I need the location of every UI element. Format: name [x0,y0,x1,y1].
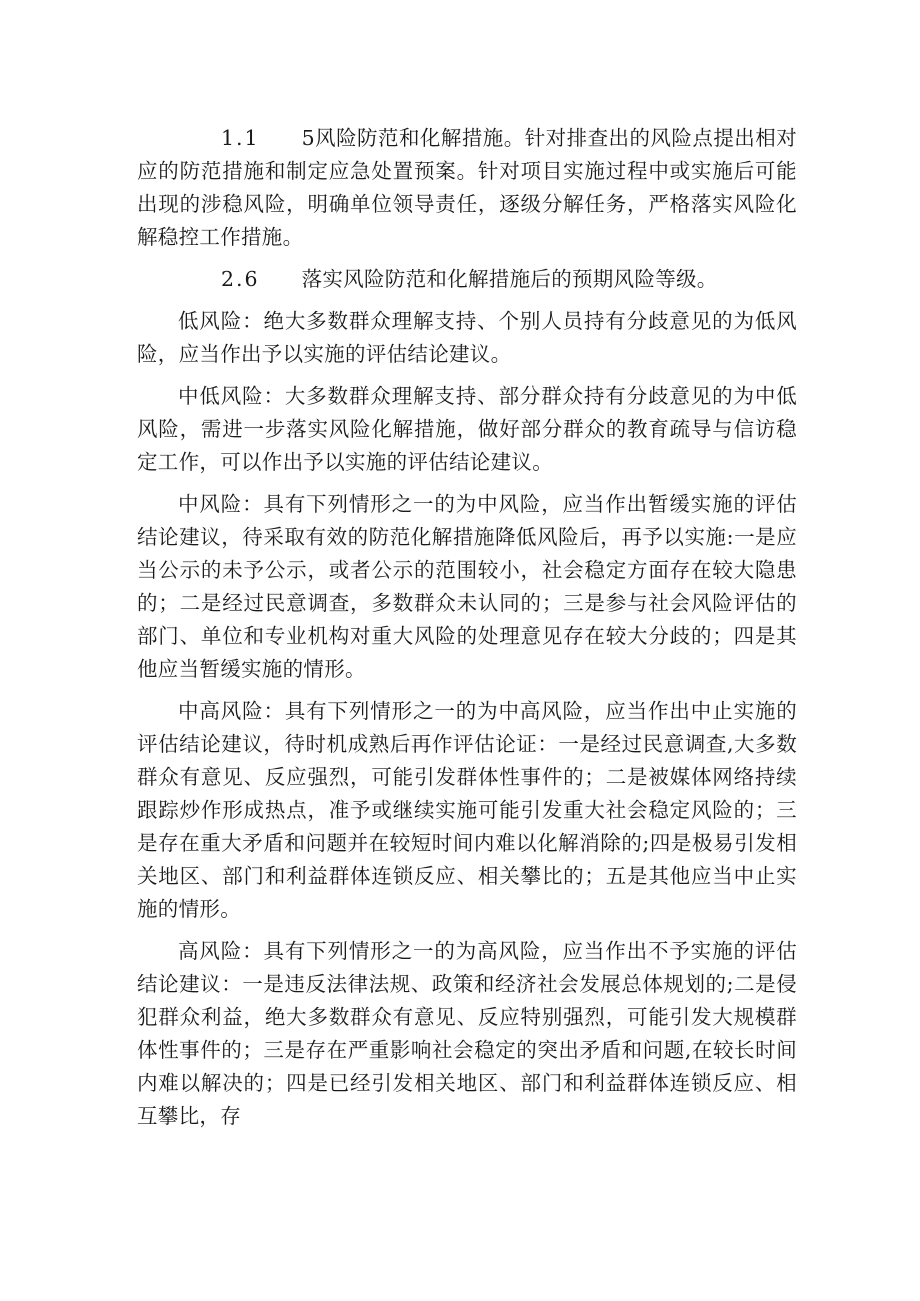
section-text: 5风险防范和化解措施。针对排查出的风险点提出相对应的防范措施和制定应急处置预案。针对项目实施过程中或实施后可能出现的涉稳风险，明确单位领导责任，逐级分解任务，严格落实风险化解稳控工作措施。 [137,126,797,249]
section-1-1-paragraph [137,122,797,254]
medium-high-risk-paragraph: 中高风险：具有下列情形之一的为中高风险，应当作出中止实施的评估结论建议，待时机成熟后再作评估论证：一是经过民意调查,大多数群众有意见、反应强烈，可能引发群体性事件的；二是被媒体网络持续跟踪炒作形成热点，准予或继续实施可能引发重大社会稳定风险的；三是存在重大矛盾和问题并在较短时间内难以化解消除的;四是极易引发相关地区、部门和利益群体连锁反应、相关攀比的；五是其他应当中止实施的情形。 [137,699,797,921]
document-body [137,122,797,1142]
medium-risk-paragraph: 中风险：具有下列情形之一的为中风险，应当作出暂缓实施的评估结论建议，待采取有效的防范化解措施降低风险后，再予以实施:一是应当公示的未予公示，或者公示的范围较小，社会稳定方面存在较大隐患的；二是经过民意调查，多数群众未认同的；三是参与社会风险评估的部门、单位和专业机构对重大风险的处理意见存在较大分歧的；四是其他应当暂缓实施的情形。 [137,492,797,681]
section-number: 2.6 [221,267,260,291]
low-risk-paragraph: 低风险：绝大多数群众理解支持、个别人员持有分歧意见的为低风险，应当作出予以实施的评估结论建议。 [137,309,797,366]
section-2-6-paragraph [137,263,797,296]
high-risk-paragraph: 高风险：具有下列情形之一的为高风险，应当作出不予实施的评估结论建议：一是违反法律法规、政策和经济社会发展总体规划的;二是侵犯群众利益，绝大多数群众有意见、反应特别强烈，可能引发大规模群体性事件的；三是存在严重影响社会稳定的突出矛盾和问题,在较长时间内难以解决的；四是已经引发相关地区、部门和利益群体连锁反应、相互攀比，存 [137,939,797,1128]
medium-low-risk-paragraph: 中低风险：大多数群众理解支持、部分群众持有分歧意见的为中低风险，需进一步落实风险化解措施，做好部分群众的教育疏导与信访稳定工作，可以作出予以实施的评估结论建议。 [137,384,797,474]
section-text: 落实风险防范和化解措施后的预期风险等级。 [301,267,718,291]
section-number: 1.1 [221,126,260,150]
